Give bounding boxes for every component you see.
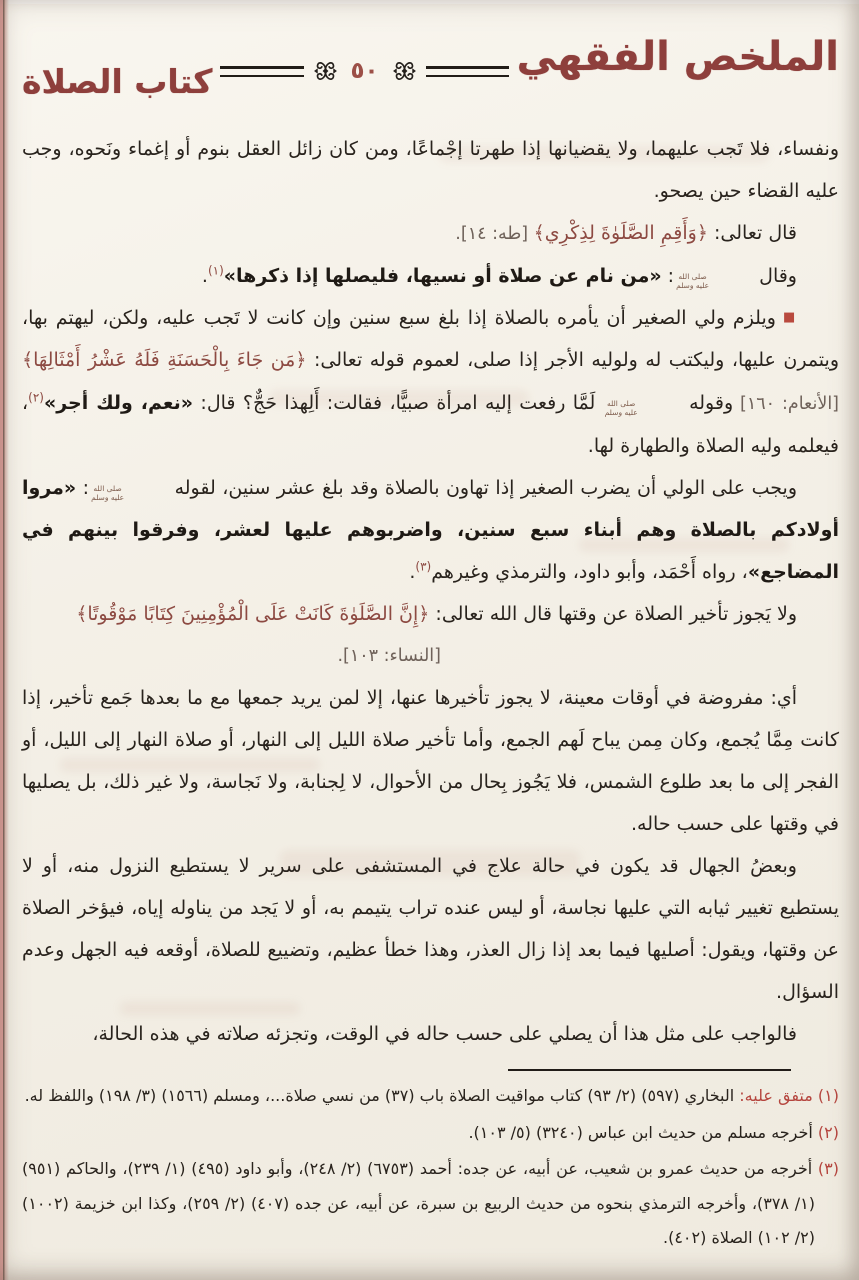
footnote-1: (١) متفق عليه: البخاري (٥٩٧) (٢/ ٩٣) كتاب مواقيت الصلاة باب (٣٧) من نسي صلاة...، ومسلم (١٥٦٦) (٣/ ١٩٨) واللفظ له. — [24, 1086, 839, 1105]
quran-verse: ﴿وَأَقِمِ الصَّلَوٰةَ لِذِكْرِي﴾ — [533, 222, 708, 244]
paragraph-menses-continuation: ونفساء، فلا تَجب عليهما، ولا يقضيانها إذا طهرتا إجْماعًا، ومن كان زائل العقل بنوم أو إغماء ونَحوه، وجب عليه القضاء حين يصحو. — [22, 138, 839, 202]
verse-reference: [الأنعام: ١٦٠] — [733, 394, 840, 414]
page-number-group — [312, 55, 418, 87]
page-top-edge — [0, 0, 859, 4]
red-square-bullet: ■ — [782, 310, 797, 325]
footnote-separator — [508, 1069, 791, 1071]
paragraph-discipline-at-ten: ويجب على الولي أن يضرب الصغير إذا تهاون بالصلاة وقد بلغ عشر سنين، لقوله صلى الله عليه وسلم : «مروا أولادكم بالصلاة وهم أبناء سبع سنين، واضربوهم عليها لعشر، وفرقوا بينهم في المضاجع»، رواه أَحْمَد، وأبو داود، والترمذي وغيرهم$^{(٣)}$. — [22, 477, 839, 583]
adjacent-page-pink-edge — [0, 0, 9, 1280]
footnote-2: (٢) أخرجه مسلم من حديث ابن عباس (٣٢٤٠) (٥/ ١٠٣). — [468, 1122, 839, 1142]
footnote-grading: متفق عليه: — [739, 1086, 813, 1105]
quran-verse: ﴿مَن جَاءَ بِالْحَسَنَةِ فَلَهُ عَشْرُ أَمْثَالِهَا﴾ — [22, 349, 307, 371]
fleuron-ornament-left — [312, 55, 339, 87]
header-rule-right — [426, 66, 509, 77]
footnotes-section — [22, 1079, 839, 1256]
hadith-text: «من نام عن صلاة أو نسيها، فليصلها إذا ذكرها» — [223, 265, 662, 287]
paragraph-fixed-times-explanation: أي: مفروضة في أوقات معينة، لا يجوز تأخيرها عنها، إلا لمن يريد جمعها مع ما بعدها جَمع تأخير، إذا كانت مِمَّا يُجمع، وكان مِمن يباح لَهم الجمع، وأما تأخير صلاة الليل إلى النهار، أو صلاة النهار إلى الليل، أو الفجر إلى ما بعد طلوع الشمس، فلا يَجُوز بِحال من الأحوال، لا لِجنابة، ولا نَجاسة، ولا غير ذلك، بل يصليها في وقتها على حسب حاله. — [22, 687, 839, 835]
footnote-3: (٣) أخرجه من حديث عمرو بن شعيب، عن أبيه، عن جده: أحمد (٦٧٥٣) (٢/ ٢٤٨)، وأبو داود (٤٩٥) (١/ ٢٣٩)، والحاكم (٩٥١) (١/ ٣٧٨)، وأخرجه الترمذي بنحوه من حديث الربيع بن سبرة، عن أبيه، عن جده (٤٠٧) (٢/ ٢٥٩)، وكذا ابن خزيمة (١٠٠٢) (٢/ ١٠٢) الصلاة (٤٠٢). — [22, 1159, 840, 1247]
page-content — [22, 26, 839, 1258]
footnote-number: (٣) — [812, 1159, 840, 1178]
chapter-title-calligraphy: كتاب الصلاة — [22, 61, 213, 101]
sallallahu-alayhi-wasallam-mark: صلى الله عليه وسلم — [604, 399, 638, 417]
page-number: ٥٠ — [350, 58, 379, 84]
hadith-text: «نعم، ولك أجر» — [43, 392, 194, 414]
paragraph-no-delaying-prayer: ولا يَجوز تأخير الصلاة عن وقتها قال الله تعالى: ﴿إِنَّ الصَّلَوٰةَ كَانَتْ عَلَى الْمُؤْمِنِينَ كِتَابًا مَوْقُوتًا﴾ — [76, 603, 797, 625]
page-header — [22, 26, 839, 112]
verse-reference: [طه: ١٤]. — [455, 224, 534, 244]
sallallahu-alayhi-wasallam-mark: صلى الله عليه وسلم — [91, 484, 125, 502]
paragraph-hospital-ignorance: وبعضُ الجهال قد يكون في حالة علاج في المستشفى على سرير لا يستطيع النزول منه، أو لا يستطيع تغيير ثيابه التي عليها نجاسة، أو ليس عنده تراب يتيمم به، أو لا يَجد من يناوله إياه، فيؤخر الصلاة عن وقتها، ويقول: أصليها فيما بعد إذا زال العذر، وهذا خطأ عظيم، وتضييع للصلاة، أوقعه فيه الجهل وعدم السؤال. — [22, 855, 839, 1003]
paragraph-quran-taha: قال تعالى: ﴿وَأَقِمِ الصَّلَوٰةَ لِذِكْرِي﴾ [طه: ١٤]. — [455, 222, 797, 244]
verse-reference-nisa: [النساء: ١٠٣]. — [337, 646, 441, 666]
quran-verse: ﴿إِنَّ الصَّلَوٰةَ كَانَتْ عَلَى الْمُؤْمِنِينَ كِتَابًا مَوْقُوتًا﴾ — [76, 603, 430, 625]
footnote-number: (١) — [812, 1086, 839, 1105]
fleuron-ornament-right — [391, 55, 418, 87]
paragraph-child-ordered-to-pray: ■ويلزم ولي الصغير أن يأمره بالصلاة إذا بلغ سبع سنين وإن كانت لا تَجب عليه، ولكن، ليهتم بها، ويتمرن عليها، وليكتب له ولوليه الأجر إذا صلى، لعموم قوله تعالى: ﴿مَن جَاءَ بِالْحَسَنَةِ فَلَهُ عَشْرُ أَمْثَالِهَا﴾ [الأنعام: ١٦٠] وقوله صلى الله عليه وسلم لَمَّا رفعت إليه امرأة صبيًّا، فقالت: أَلِهذا حَجٌّ؟ قال: «نعم، ولك أجر»$^{(٢)}$، فيعلمه وليه الصلاة والطهارة لها. — [22, 307, 840, 457]
paragraph-obligation-conclusion: فالواجب على مثل هذا أن يصلي على حسب حاله في الوقت، وتجزئه صلاته في هذه الحالة، — [92, 1023, 797, 1045]
paragraph-hadith-missed-prayer: وقال صلى الله عليه وسلم : «من نام عن صلاة أو نسيها، فليصلها إذا ذكرها»$^{(١)}$. — [201, 263, 797, 290]
hadith-text: «مروا أولادكم بالصلاة وهم أبناء سبع سنين، واضربوهم عليها لعشر، وفرقوا بينهم في المضاجع» — [22, 477, 839, 583]
footnote-number: (٢) — [812, 1122, 839, 1142]
book-title-calligraphy: الملخص الفقهي — [516, 34, 839, 80]
sallallahu-alayhi-wasallam-mark: صلى الله عليه وسلم — [676, 272, 710, 290]
body-text — [22, 128, 839, 1055]
footnote-marker-2: (٢) — [28, 390, 44, 405]
footnote-marker-1: (١) — [207, 263, 224, 278]
footnote-marker-3: (٣) — [415, 559, 432, 574]
header-rule-left — [220, 66, 303, 77]
